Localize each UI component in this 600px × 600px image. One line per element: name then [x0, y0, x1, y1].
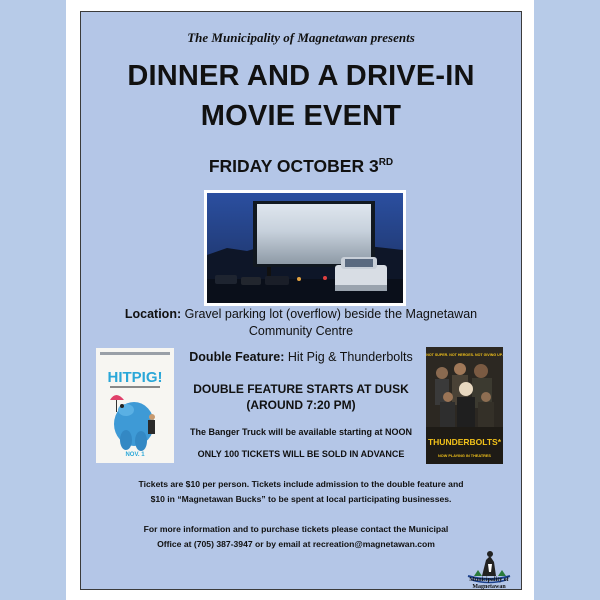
double-feature [181, 349, 421, 365]
contact-info-line-2: Office at (705) 387-3947 or by email at recreation@magnetawan.com [157, 539, 435, 549]
thunderbolts-tagline: NOT SUPER. NOT HEROES. NOT GIVING UP. [426, 353, 503, 357]
ticket-info [111, 477, 491, 507]
event-date [81, 156, 521, 177]
start-time-line-1: DOUBLE FEATURE STARTS AT DUSK [193, 382, 409, 396]
drive-in-screen-image [207, 193, 403, 303]
thunderbolts-poster-art [426, 347, 503, 464]
event-date-suffix: RD [378, 157, 394, 168]
event-title-line-1: DINNER AND A DRIVE-IN [127, 60, 475, 92]
drive-in-photo [204, 190, 406, 306]
hit-pig-poster-art [96, 348, 174, 463]
thunderbolts-release: NOW PLAYING IN THEATRES [438, 454, 491, 458]
double-feature-label: Double Feature: [189, 350, 285, 364]
location-text: Gravel parking lot (overflow) beside the Magnetawan Community Centre [181, 307, 478, 338]
thunderbolts-poster [426, 347, 503, 464]
logo-text-line-1: Municipality of [469, 577, 509, 583]
location-label: Location: [124, 307, 182, 321]
contact-info-line-1: For more information and to purchase tickets please contact the Municipal [143, 524, 449, 534]
start-time [181, 381, 421, 413]
event-title-line-2: MOVIE EVENT [200, 100, 402, 132]
hit-pig-title: HITPIG! [107, 369, 163, 386]
ticket-info-line-2: $10 in “Magnetawan Bucks” to be spent at local participating businesses. [150, 494, 452, 504]
banger-truck-note: The Banger Truck will be available starting at NOON [189, 427, 413, 437]
double-feature-text: Hit Pig & Thunderbolts [284, 350, 413, 364]
municipality-logo-text [455, 577, 523, 591]
feature-details [181, 349, 421, 460]
hit-pig-date: NOV. 1 [125, 452, 145, 458]
event-title [81, 56, 521, 136]
presenter-line: The Municipality of Magnetawan presents [187, 30, 415, 45]
event-date-text: FRIDAY OCTOBER 3 [208, 156, 379, 176]
thunderbolts-title: THUNDERBOLTS* [427, 437, 502, 447]
hit-pig-poster [96, 348, 174, 463]
event-flyer [80, 11, 522, 590]
logo-text-line-2: Magnetawan [472, 584, 506, 590]
contact-info [111, 522, 481, 552]
location-info [101, 306, 501, 340]
ticket-info-line-1: Tickets are $10 per person. Tickets include admission to the double feature and [138, 479, 464, 489]
start-time-line-2: (AROUND 7:20 PM) [246, 398, 356, 412]
ticket-limit-note: ONLY 100 TICKETS WILL BE SOLD IN ADVANCE [197, 449, 405, 459]
